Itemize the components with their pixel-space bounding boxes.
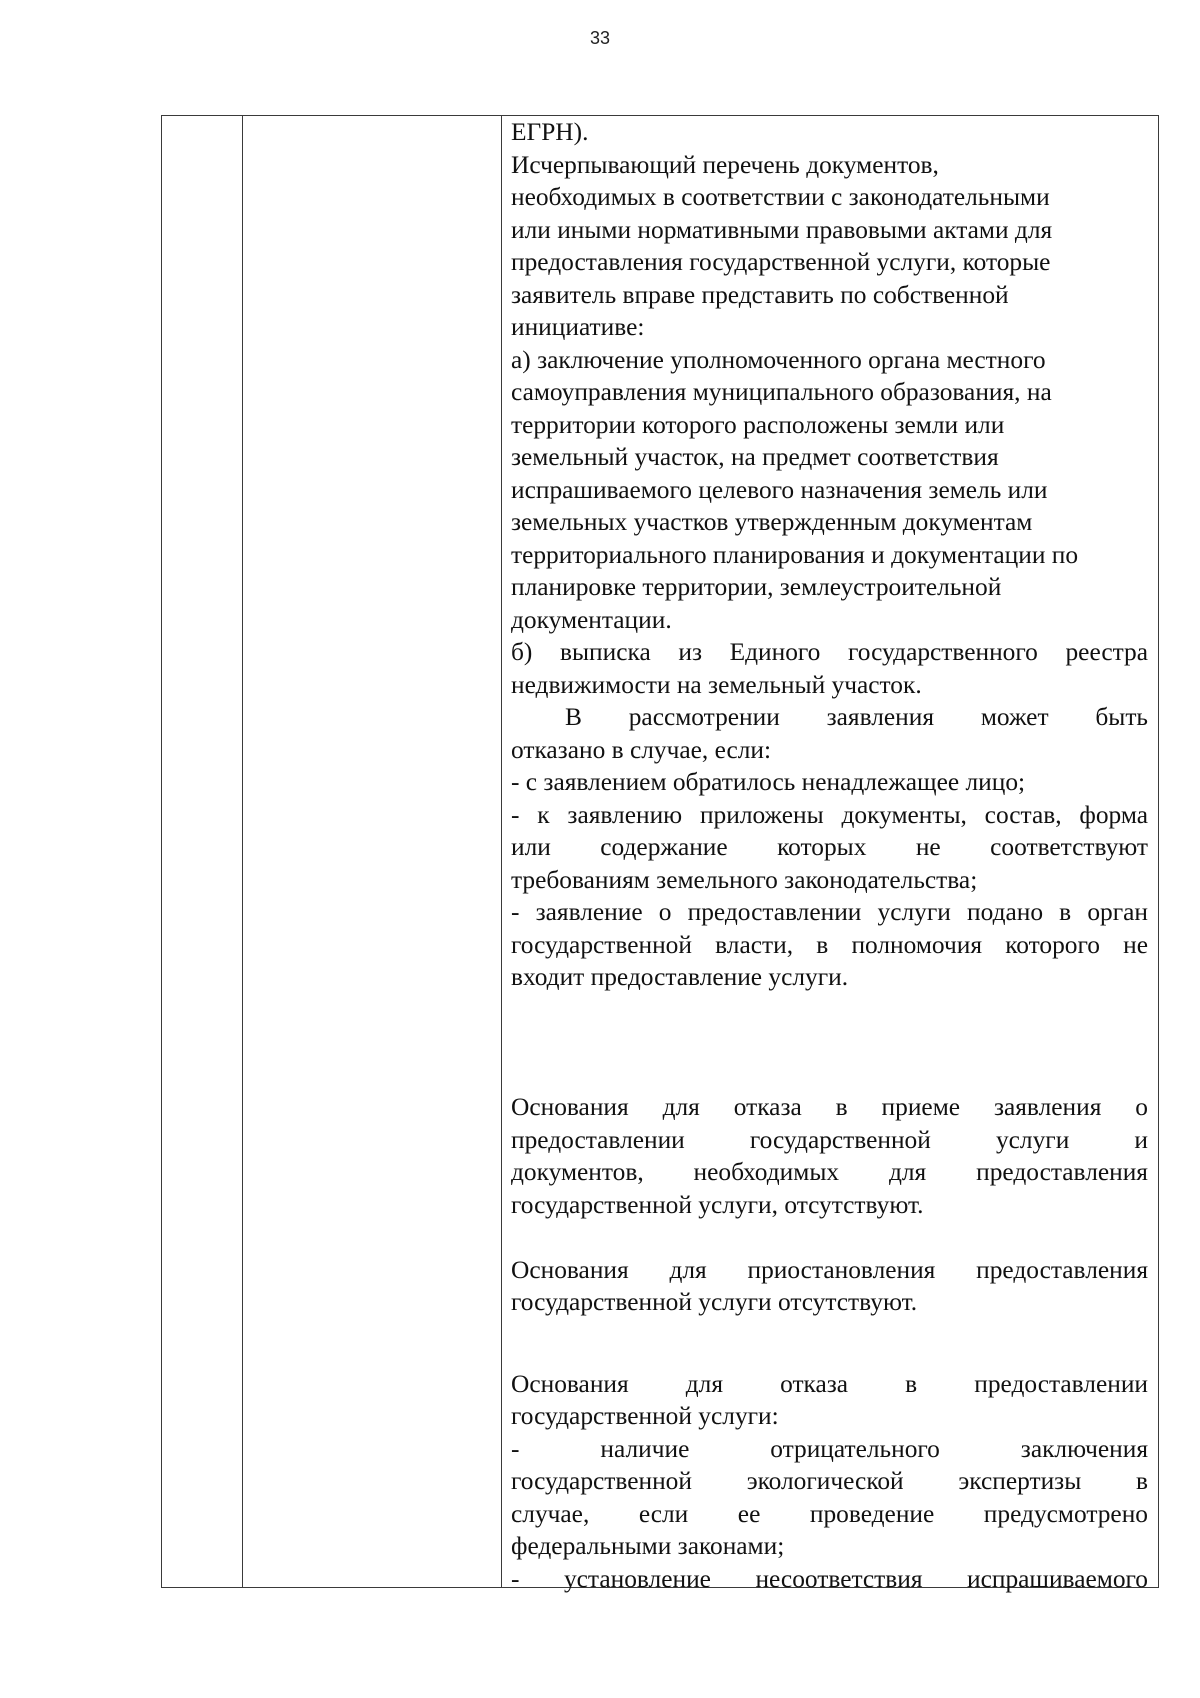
text-line: земельных участков утвержденным документам [511, 508, 1033, 536]
text-line: государственной власти, в полномочия которого не [511, 930, 1148, 959]
text-line: земельный участок, на предмет соответствия [511, 443, 999, 471]
text-line: документов, необходимых для предоставления [511, 1158, 1148, 1186]
text-line: входит предоставление услуги. [511, 963, 849, 991]
text-line: требованиям земельного законодательства; [511, 865, 978, 894]
text-line: государственной услуги: [511, 1402, 779, 1430]
text-line: государственной экологической экспертизы в [511, 1467, 1148, 1495]
text-line: территории которого расположены земли или [511, 410, 1005, 439]
text-line: - установление несоответствия испрашиваемого [511, 1564, 1148, 1593]
document-table [161, 115, 1159, 1593]
text-line: территориального планирования и документации по [511, 540, 1079, 569]
text-line: необходимых в соответствии с законодательными [511, 183, 1050, 211]
text-line: или содержание которых не соответствуют [511, 833, 1148, 861]
text-line: случае, если ее проведение предусмотрено [511, 1499, 1148, 1528]
text-line: заявитель вправе представить по собственной [511, 280, 1009, 309]
text-line: государственной услуги, отсутствуют. [511, 1190, 924, 1219]
text-line: а) заключение уполномоченного органа местного [511, 345, 1046, 374]
text-line: инициативе: [511, 313, 645, 341]
text-line: предоставлении государственной услуги и [511, 1125, 1148, 1154]
text-column [511, 116, 1148, 1595]
text-line: - с заявлением обратилось ненадлежащее лицо; [511, 768, 1026, 796]
text-line: отказано в случае, если: [511, 735, 772, 764]
text-line: испрашиваемого целевого назначения земель или [511, 475, 1048, 504]
text-line: - к заявлению приложены документы, состав, форма [511, 800, 1148, 829]
page-number: 33 [589, 28, 611, 48]
text-line: В рассмотрении заявления может быть [565, 703, 1148, 731]
text-line: Основания для отказа в приеме заявления о [511, 1093, 1148, 1121]
text-line: государственной услуги отсутствуют. [511, 1288, 918, 1316]
text-line: федеральными законами; [511, 1532, 785, 1560]
text-line: Исчерпывающий перечень документов, [511, 150, 939, 179]
text-line: - заявление о предоставлении услуги подано в орган [511, 898, 1148, 926]
text-line: Основания для отказа в предоставлении [511, 1369, 1148, 1398]
text-line: планировке территории, землеустроительной [511, 573, 1002, 601]
text-line: документации. [511, 605, 672, 634]
text-line: б) выписка из Единого государственного реестра [511, 638, 1148, 666]
text-line: или иными нормативными правовыми актами для [511, 215, 1053, 244]
column-divider-2 [501, 116, 502, 1587]
text-line: - наличие отрицательного заключения [511, 1434, 1148, 1463]
text-line: самоуправления муниципального образования, на [511, 378, 1052, 406]
text-line: ЕГРН). [511, 118, 589, 146]
text-line: предоставления государственной услуги, которые [511, 248, 1051, 276]
column-divider-1 [242, 116, 243, 1587]
text-line: Основания для приостановления предоставления [511, 1255, 1148, 1284]
text-line: недвижимости на земельный участок. [511, 670, 922, 699]
